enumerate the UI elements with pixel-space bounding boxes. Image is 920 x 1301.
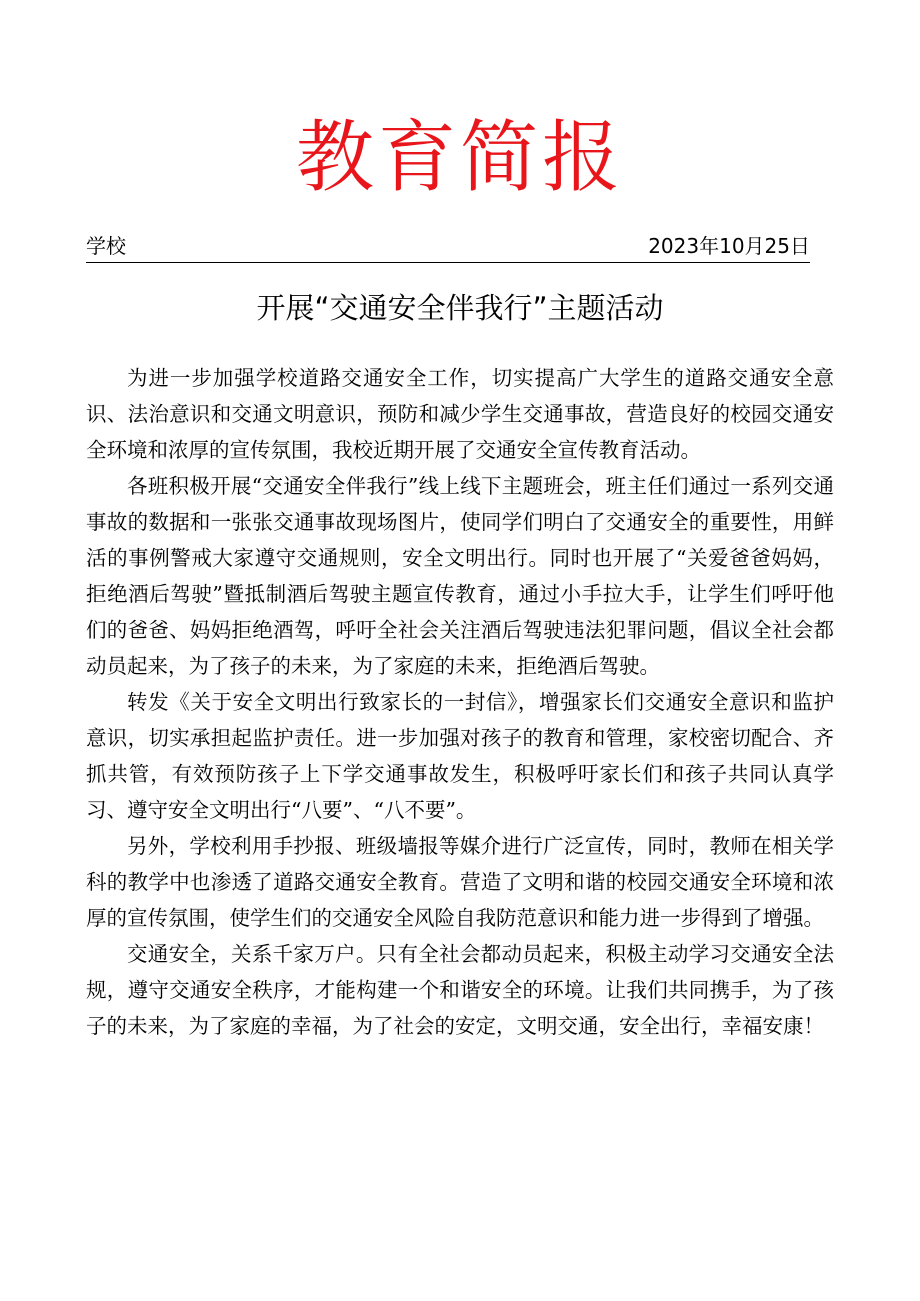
paragraph-3: 转发《关于安全文明出行致家长的一封信》，增强家长们交通安全意识和监护意识，切实承担起监护责任。进一步加强对孩子的教育和管理，家校密切配合、齐抓共管，有效预防孩子上下学交通事故发生，积极呼吁家长们和孩子共同认真学习、遵守安全文明出行“八要”、“八不要”。 [86, 690, 834, 822]
masthead-title: 教育简报 [295, 113, 624, 203]
paragraph-5: 交通安全，关系千家万户。只有全社会都动员起来，积极主动学习交通安全法规，遵守交通安全秩序，才能构建一个和谐安全的环境。让我们共同携手，为了孩子的未来，为了家庭的幸福，为了社会的安定，文明交通，安全出行，幸福安康！ [86, 942, 834, 1038]
meta-line [86, 232, 810, 263]
paragraph-2: 各班积极开展“交通安全伴我行”线上线下主题班会，班主任们通过一系列交通事故的数据和一张张交通事故现场图片，使同学们明白了交通安全的重要性，用鲜活的事例警戒大家遵守交通规则，安全文明出行。同时也开展了“关爱爸爸妈妈，拒绝酒后驾驶”暨抵制酒后驾驶主题宣传教育，通过小手拉大手，让学生们呼吁他们的爸爸、妈妈拒绝酒驾，呼吁全社会关注酒后驾驶违法犯罪问题，倡议全社会都动员起来，为了孩子的未来，为了家庭的未来，拒绝酒后驾驶。 [86, 474, 834, 678]
paragraph-4: 另外，学校利用手抄报、班级墙报等媒介进行广泛宣传，同时，教师在相关学科的教学中也渗透了道路交通安全教育。营造了文明和谐的校园交通安全环境和浓厚的宣传氛围，使学生们的交通安全风险自我防范意识和能力进一步得到了增强。 [86, 834, 834, 930]
school-label: 学校 [86, 234, 126, 258]
issue-date: 2023年10月25日 [648, 234, 810, 258]
article-title: 开展“交通安全伴我行”主题活动 [256, 291, 664, 325]
paragraph-1: 为进一步加强学校道路交通安全工作，切实提高广大学生的道路交通安全意识、法治意识和交通文明意识，预防和减少学生交通事故，营造良好的校园交通安全环境和浓厚的宣传氛围，我校近期开展了交通安全宣传教育活动。 [86, 366, 834, 462]
article-body [86, 360, 834, 1044]
